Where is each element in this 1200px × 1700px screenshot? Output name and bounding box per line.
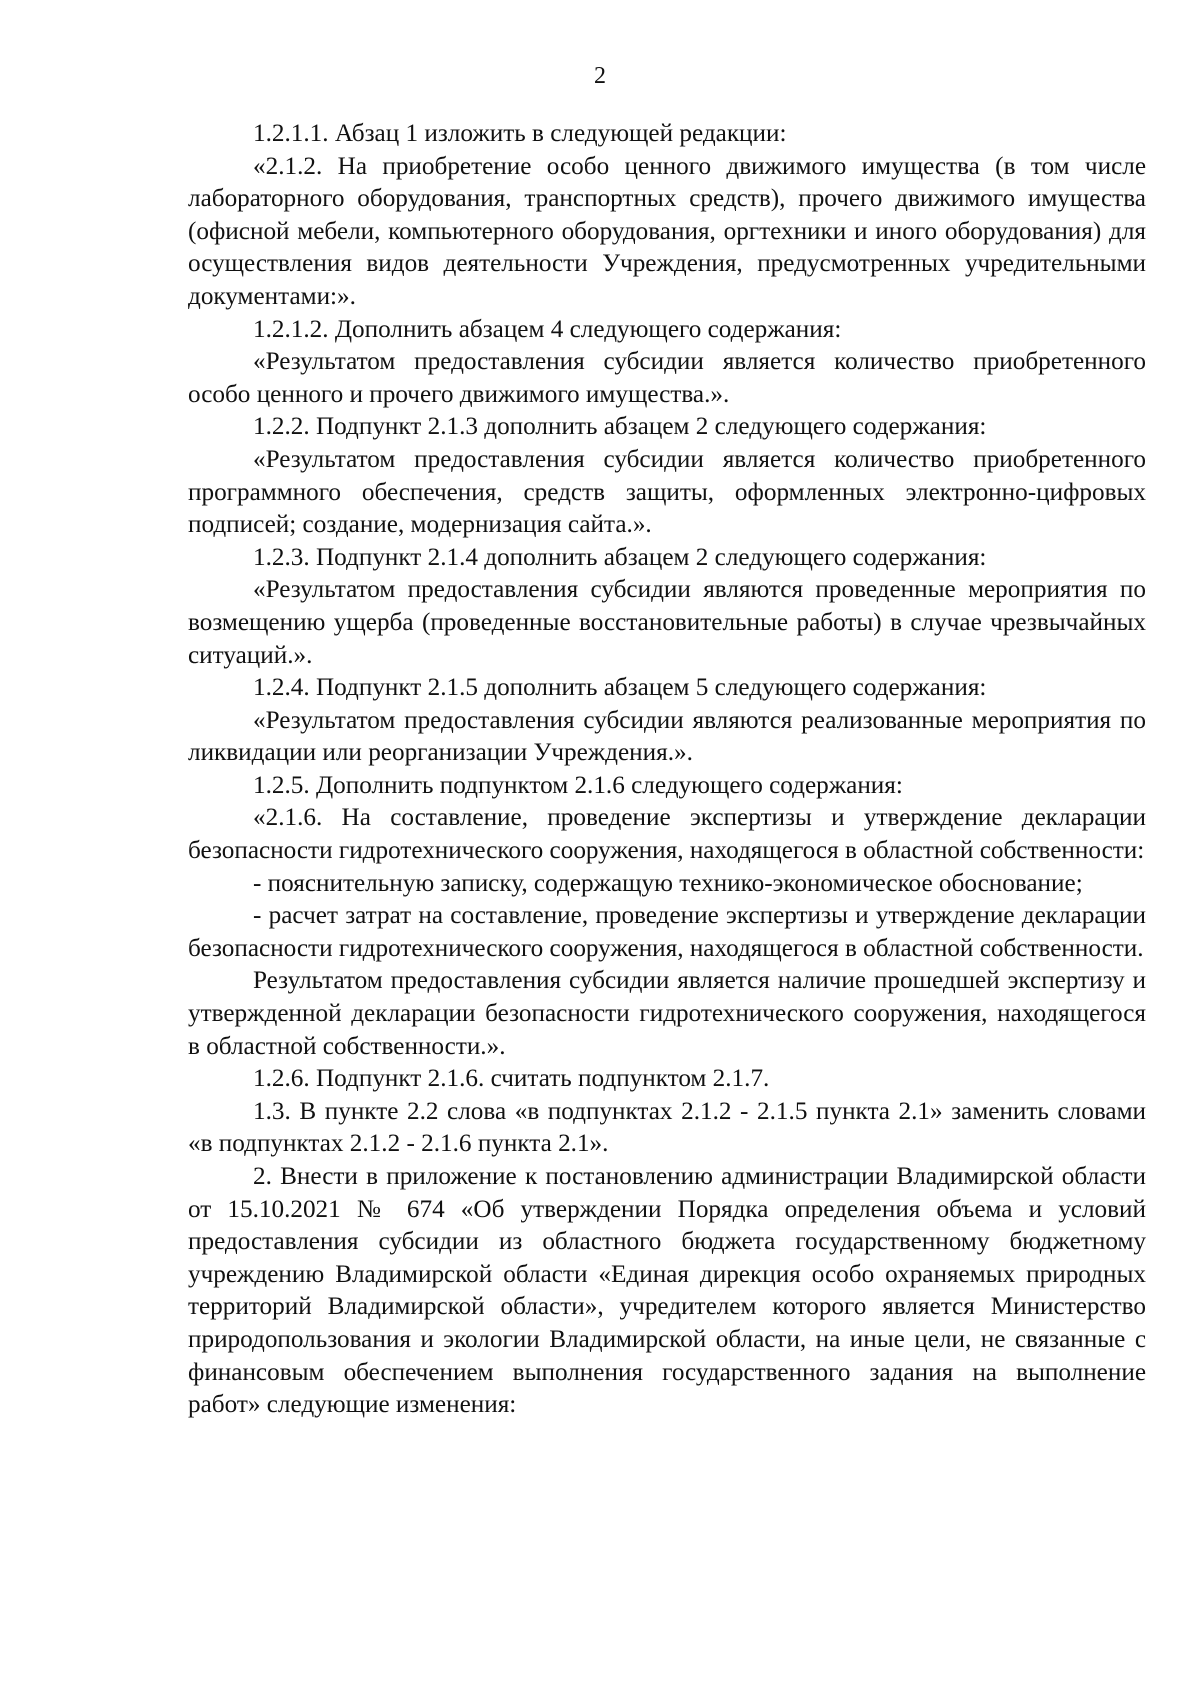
paragraph-1-3: 1.3. В пункте 2.2 слова «в подпунктах 2.1.2 - 2.1.5 пункта 2.1» заменить словами «в подпунктах 2.1.2 - 2.1.6 пункта 2.1». [188, 1097, 1146, 1158]
paragraph-2-1-2-text: «2.1.2. На приобретение особо ценного движимого имущества (в том числе лабораторного оборудования, транспортных средств), прочего движимого имущества (офисной мебели, компьютерного оборудования, оргтехники и иного оборудования) для осуществления видов деятельности Учреждения, предусмотренных учредительными документами:». [188, 152, 1146, 310]
document-body [188, 118, 1146, 1422]
paragraph-1-2-4: 1.2.4. Подпункт 2.1.5 дополнить абзацем 5 следующего содержания: [253, 674, 987, 702]
paragraph-1-2-1-2: 1.2.1.2. Дополнить абзацем 4 следующего содержания: [253, 315, 842, 343]
paragraph-result-software: «Результатом предоставления субсидии является количество приобретенного программного обеспечения, средств защиты, оформленных электронно-цифровых подписей; создание, модернизация сайта.». [188, 445, 1146, 539]
list-item-cost-calculation: - расчет затрат на составление, проведение экспертизы и утверждение декларации безопасности гидротехнического сооружения, находящегося в областной собственности. [188, 902, 1146, 962]
paragraph-1-2-5: 1.2.5. Дополнить подпунктом 2.1.6 следующего содержания: [253, 771, 903, 799]
paragraph-1-2-2: 1.2.2. Подпункт 2.1.3 дополнить абзацем 2 следующего содержания: [253, 413, 987, 441]
paragraph-result-liquidation: «Результатом предоставления субсидии являются реализованные мероприятия по ликвидации или реорганизации Учреждения.». [188, 706, 1146, 767]
paragraph-result-declaration: Результатом предоставления субсидии является наличие прошедшей экспертизу и утвержденной декларации безопасности гидротехнического сооружения, находящегося в областной собственности.». [188, 967, 1146, 1060]
paragraph-2: 2. Внести в приложение к постановлению администрации Владимирской области от 15.10.2021 № 674 «Об утверждении Порядка определения объема и условий предоставления субсидии из областного бюджета государственному бюджетному учреждению Владимирской области «Единая дирекция особо охраняемых природных территорий Владимирской области», учредителем которого является Министерство природопользования и экологии Владимирской области, на иные цели, не связанные с финансовым обеспечением выполнения государственного задания на выполнение работ» следующие изменения: [188, 1163, 1146, 1419]
paragraph-result-property: «Результатом предоставления субсидии является количество приобретенного особо ценного и прочего движимого имущества.». [188, 348, 1146, 408]
list-item-explanatory-note: - пояснительную записку, содержащую технико-экономическое обоснование; [253, 869, 1083, 897]
paragraph-1-2-6: 1.2.6. Подпункт 2.1.6. считать подпунктом 2.1.7. [253, 1065, 770, 1093]
paragraph-2-1-6-text: «2.1.6. На составление, проведение экспертизы и утверждение декларации безопасности гидротехнического сооружения, находящегося в областной собственности: [188, 804, 1146, 865]
paragraph-1-2-3: 1.2.3. Подпункт 2.1.4 дополнить абзацем 2 следующего содержания: [253, 543, 987, 571]
paragraph-1-2-1-1: 1.2.1.1. Абзац 1 изложить в следующей редакции: [253, 120, 787, 147]
paragraph-result-damage: «Результатом предоставления субсидии являются проведенные мероприятия по возмещению ущерба (проведенные восстановительные работы) в случае чрезвычайных ситуаций.». [188, 576, 1146, 669]
page-number: 2 [594, 63, 606, 89]
